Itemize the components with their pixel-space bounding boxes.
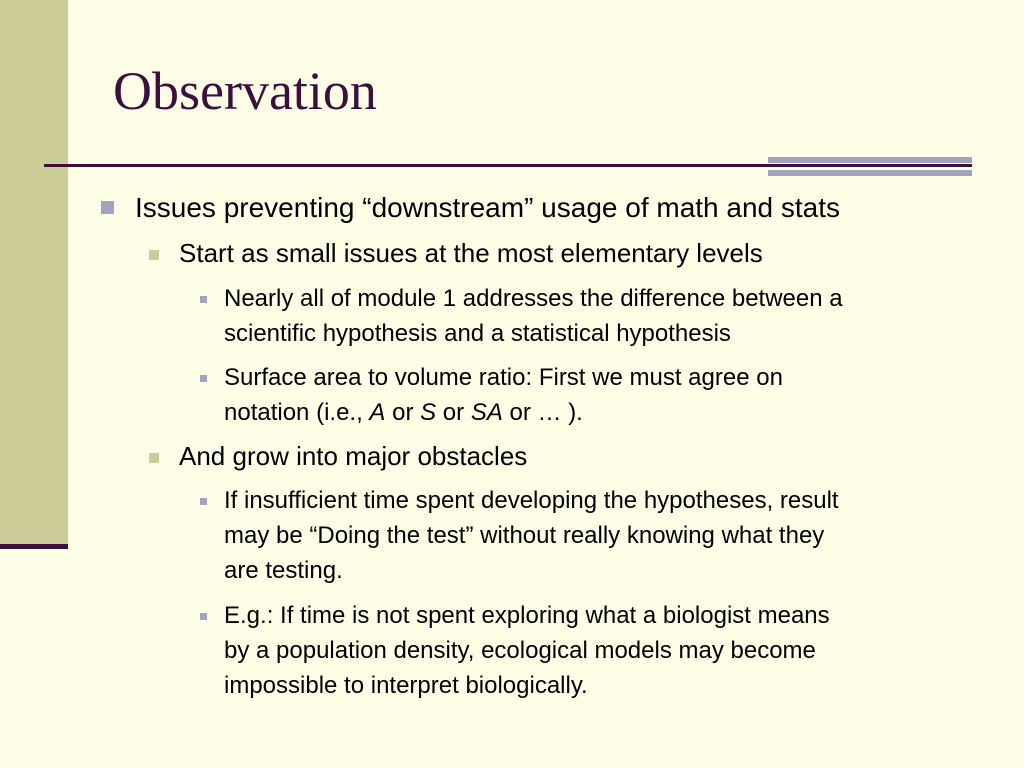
italic-symbol: SA bbox=[470, 399, 503, 426]
bullet-level3-line: scientific hypothesis and a statistical hypothesis bbox=[224, 320, 731, 347]
italic-symbol: S bbox=[420, 399, 437, 426]
text-run: or bbox=[385, 399, 421, 426]
bullet-level2: And grow into major obstacles bbox=[179, 441, 528, 471]
bullet-level3-line: may be “Doing the test” without really knowing what they bbox=[224, 522, 825, 549]
bullet-level3-line: E.g.: If time is not spent exploring what a biologist means bbox=[224, 602, 830, 629]
square-bullet-icon bbox=[200, 613, 207, 620]
bullet-level3-line: by a population density, ecological models may become bbox=[224, 637, 816, 664]
bullet-level1: Issues preventing “downstream” usage of math and stats bbox=[135, 192, 841, 223]
square-bullet-icon bbox=[200, 498, 207, 505]
square-bullet-icon bbox=[149, 250, 159, 260]
italic-symbol: A bbox=[369, 399, 386, 426]
bullet-level3-line: impossible to interpret biologically. bbox=[224, 672, 588, 699]
square-bullet-icon bbox=[149, 453, 159, 463]
square-bullet-icon bbox=[101, 201, 114, 214]
text-run: or … ). bbox=[502, 399, 583, 426]
text-run: or bbox=[436, 399, 471, 426]
bullet-level3-line: are testing. bbox=[224, 557, 343, 584]
bullet-level3-line bbox=[224, 395, 583, 430]
square-bullet-icon bbox=[200, 296, 207, 303]
square-bullet-icon bbox=[200, 375, 207, 382]
bullet-level3-line: Nearly all of module 1 addresses the difference between a bbox=[224, 285, 843, 312]
text-run: notation (i.e., bbox=[224, 399, 370, 426]
bullet-level3-line: Surface area to volume ratio: First we must agree on bbox=[224, 364, 783, 391]
slide-title: Observation bbox=[113, 61, 377, 121]
bullet-level3-line: If insufficient time spent developing the hypotheses, result bbox=[224, 487, 839, 514]
bullet-level2: Start as small issues at the most elementary levels bbox=[179, 238, 763, 268]
